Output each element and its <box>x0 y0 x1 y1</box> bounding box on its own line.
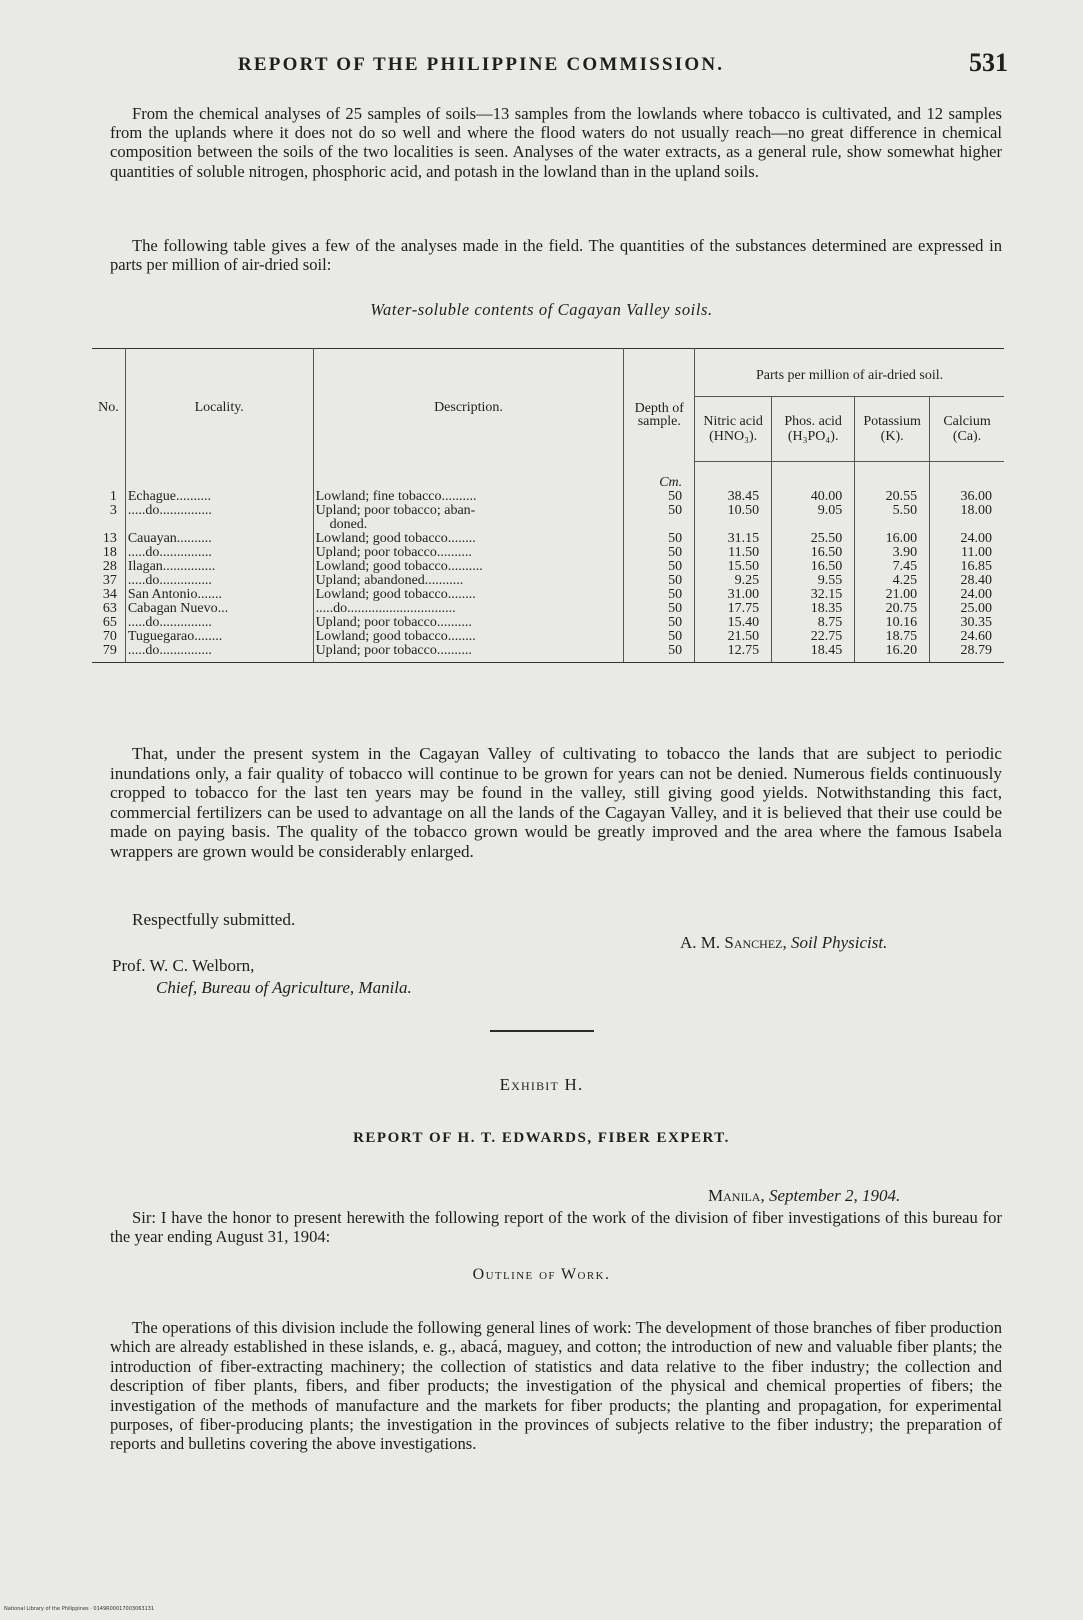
row-depth: 50 <box>624 630 695 644</box>
row-potassium: 20.55 <box>855 490 930 504</box>
intro-paragraph-2-text: The following table gives a few of the analyses made in the field. The quantities of the substances determined are expressed in parts per million of air-dried soil: <box>110 236 1002 275</box>
row-number: 63 <box>102 600 117 616</box>
body-paragraph <box>110 1318 1002 1454</box>
intro-paragraph-2 <box>110 236 1002 274</box>
row-number: 34 <box>102 586 117 602</box>
row-calcium: 16.85 <box>930 560 1004 574</box>
closing-text: Respectfully submitted. <box>132 910 296 929</box>
table-row <box>92 630 1004 644</box>
table-row <box>92 644 1004 663</box>
salutation-paragraph <box>110 1208 1002 1246</box>
row-nitric-acid: 38.45 <box>695 490 772 504</box>
row-depth: 50 <box>624 602 695 616</box>
header-no: No. <box>98 400 119 416</box>
row-depth: 50 <box>624 574 695 588</box>
row-calcium: 24.00 <box>930 588 1004 602</box>
row-phosphoric-acid: 25.50 <box>772 532 855 546</box>
header-depth: Depth of sample. <box>624 349 695 462</box>
closing-line <box>110 910 1002 929</box>
row-locality: .....do............... <box>125 504 313 518</box>
row-nitric-acid: 15.50 <box>695 560 772 574</box>
row-phosphoric-acid: 16.50 <box>772 546 855 560</box>
table-row-continuation <box>92 518 1004 532</box>
row-description: Lowland; good tobacco........ <box>313 588 624 602</box>
signer-name: A. M. Sanchez, <box>680 933 787 952</box>
table-body <box>92 462 1004 663</box>
row-number: 37 <box>102 572 117 588</box>
row-potassium: 21.00 <box>855 588 930 602</box>
row-locality: Ilagan............... <box>125 560 313 574</box>
row-phosphoric-acid: 40.00 <box>772 490 855 504</box>
row-calcium: 24.60 <box>930 630 1004 644</box>
table-row <box>92 574 1004 588</box>
row-depth: 50 <box>624 616 695 630</box>
row-calcium: 30.35 <box>930 616 1004 630</box>
row-description: .....do............................... <box>313 602 624 616</box>
row-description: Lowland; good tobacco........ <box>313 532 624 546</box>
table-row <box>92 546 1004 560</box>
page-header <box>110 48 1008 82</box>
row-nitric-acid: 15.40 <box>695 616 772 630</box>
row-calcium: 24.00 <box>930 532 1004 546</box>
header-locality: Locality. <box>125 349 313 462</box>
row-depth: 50 <box>624 588 695 602</box>
row-number: 18 <box>102 544 117 560</box>
table-row <box>92 588 1004 602</box>
table-row <box>92 560 1004 574</box>
addressee-title: Chief, Bureau of Agriculture, Manila. <box>156 978 412 997</box>
row-nitric-acid: 21.50 <box>695 630 772 644</box>
row-phosphoric-acid: 16.50 <box>772 560 855 574</box>
header-parts-per-million: Parts per million of air-dried soil. <box>695 349 1004 397</box>
header-nitric-acid: Nitric acid (HNO₃). <box>695 397 772 462</box>
intro-paragraph-1-text: From the chemical analyses of 25 samples of soils—13 samples from the lowlands where tobacco is cultivated, and 12 samples from the uplands where it does not do so well and where the flood waters do not usually reach—no great difference in chemical composition between the soils of the two localities is seen. Analyses of the water extracts, as a general rule, show somewhat higher quantities of soluble nitrogen, phosphoric acid, and potash in the lowland than in the upland soils. <box>110 104 1002 181</box>
conclusion-paragraph-text: That, under the present system in the Cagayan Valley of cultivating to tobacco the lands that are subject to periodic inundations only, a fair quality of tobacco will continue to be grown for years can not be denied. Numerous fields continuously cropped to tobacco for the last ten years may be found in the valley, still giving good yields. Notwithstanding this fact, commercial fertilizers can be used to advantage on all the lands of the Cagayan Valley, and it is believed that their use could be made on paying basis. The quality of the tobacco grown would be greatly improved and the area where the famous Isabela wrappers are grown would be considerably enlarged. <box>110 744 1002 861</box>
row-description: Lowland; fine tobacco.......... <box>313 490 624 504</box>
section-heading: Outline of Work. <box>472 1266 611 1283</box>
intro-paragraph-1 <box>110 104 1002 181</box>
row-locality: .....do............... <box>125 574 313 588</box>
conclusion-paragraph <box>110 744 1002 862</box>
row-calcium: 28.79 <box>930 644 1004 663</box>
row-phosphoric-acid: 9.05 <box>772 504 855 518</box>
salutation-paragraph-text: Sir: I have the honor to present herewith the following report of the work of the division of fiber investigations of this bureau for the year ending August 31, 1904: <box>110 1208 1002 1247</box>
row-locality: .....do............... <box>125 546 313 560</box>
table-row <box>92 616 1004 630</box>
row-description-continuation: doned. <box>313 518 624 532</box>
row-nitric-acid: 10.50 <box>695 504 772 518</box>
row-phosphoric-acid: 8.75 <box>772 616 855 630</box>
row-number: 65 <box>102 614 117 630</box>
body-paragraph-text: The operations of this division include the following general lines of work: The development of those branches of fiber production which are already established in these islands, e. g., abacá, maguey, and cotton; the introduction of new and valuable fiber plants; the introduction of fiber-extracting machinery; the collection of statistics and data relative to the fiber industry; the collection and description of fiber plants, fibers, and fiber products; the investigation of the physical and chemical properties of fibers; the investigation of the methods of manufacture and the markets for fiber products; the planting and propagation, for experimental purposes, of fiber-producing plants; the investigation in the provinces of subjects relative to the fiber industry; the preparation of reports and bulletins covering the above investigations. <box>110 1318 1002 1454</box>
row-locality: .....do............... <box>125 616 313 630</box>
header-description: Description. <box>313 349 624 462</box>
unit-label: Cm. <box>624 462 695 490</box>
row-depth: 50 <box>624 560 695 574</box>
header-calcium: Calcium (Ca). <box>930 397 1004 462</box>
dateline-place: Manila, <box>708 1186 765 1205</box>
row-phosphoric-acid: 9.55 <box>772 574 855 588</box>
row-potassium: 7.45 <box>855 560 930 574</box>
row-number: 3 <box>109 502 117 518</box>
row-potassium: 18.75 <box>855 630 930 644</box>
soil-analysis-table <box>92 348 1004 663</box>
row-potassium: 10.16 <box>855 616 930 630</box>
row-potassium: 4.25 <box>855 574 930 588</box>
report-title: REPORT OF H. T. EDWARDS, FIBER EXPERT. <box>353 1130 730 1146</box>
row-phosphoric-acid: 18.45 <box>772 644 855 663</box>
exhibit-label: Exhibit H. <box>499 1075 584 1094</box>
row-phosphoric-acid: 22.75 <box>772 630 855 644</box>
row-phosphoric-acid: 32.15 <box>772 588 855 602</box>
row-description: Upland; poor tobacco.......... <box>313 546 624 560</box>
table-row <box>92 490 1004 504</box>
row-nitric-acid: 17.75 <box>695 602 772 616</box>
row-depth: 50 <box>624 504 695 518</box>
row-locality: Cauayan.......... <box>125 532 313 546</box>
row-number: 13 <box>102 530 117 546</box>
row-description: Upland; abandoned........... <box>313 574 624 588</box>
scan-footer: National Library of the Philippines · 0149R00017003063131 <box>4 1606 155 1612</box>
row-calcium: 36.00 <box>930 490 1004 504</box>
row-potassium: 16.20 <box>855 644 930 663</box>
table-row <box>92 532 1004 546</box>
row-depth: 50 <box>624 546 695 560</box>
table-caption: Water-soluble contents of Cagayan Valley soils. <box>370 300 713 319</box>
row-number: 28 <box>102 558 117 574</box>
dateline <box>708 1186 900 1206</box>
row-calcium: 25.00 <box>930 602 1004 616</box>
table-row <box>92 504 1004 518</box>
row-nitric-acid: 9.25 <box>695 574 772 588</box>
row-locality: Echague.......... <box>125 490 313 504</box>
page-number: 531 <box>969 48 1008 77</box>
header-phosphoric-acid: Phos. acid (H₃PO₄). <box>772 397 855 462</box>
row-locality: Tuguegarao........ <box>125 630 313 644</box>
row-locality: .....do............... <box>125 644 313 663</box>
row-potassium: 3.90 <box>855 546 930 560</box>
row-description: Lowland; good tobacco.......... <box>313 560 624 574</box>
row-calcium: 11.00 <box>930 546 1004 560</box>
signature-block <box>680 933 887 953</box>
row-description: Upland; poor tobacco; aban- <box>313 504 624 518</box>
row-potassium: 20.75 <box>855 602 930 616</box>
row-number: 1 <box>109 488 117 504</box>
row-number: 70 <box>102 628 117 644</box>
dateline-date: September 2, 1904. <box>768 1186 901 1205</box>
signer-title: Soil Physicist. <box>791 933 888 952</box>
addressee-name: Prof. W. C. Welborn, <box>112 956 255 975</box>
row-potassium: 16.00 <box>855 532 930 546</box>
row-locality: San Antonio....... <box>125 588 313 602</box>
row-depth: 50 <box>624 644 695 663</box>
table-row <box>92 602 1004 616</box>
header-potassium: Potassium (K). <box>855 397 930 462</box>
row-description: Lowland; good tobacco........ <box>313 630 624 644</box>
row-calcium: 28.40 <box>930 574 1004 588</box>
row-nitric-acid: 31.15 <box>695 532 772 546</box>
running-title: REPORT OF THE PHILIPPINE COMMISSION. <box>238 54 725 75</box>
row-depth: 50 <box>624 490 695 504</box>
row-nitric-acid: 31.00 <box>695 588 772 602</box>
row-nitric-acid: 12.75 <box>695 644 772 663</box>
row-locality: Cabagan Nuevo... <box>125 602 313 616</box>
row-description: Upland; poor tobacco.......... <box>313 644 624 663</box>
row-description: Upland; poor tobacco.......... <box>313 616 624 630</box>
row-potassium: 5.50 <box>855 504 930 518</box>
row-number: 79 <box>92 644 125 663</box>
row-calcium: 18.00 <box>930 504 1004 518</box>
row-nitric-acid: 11.50 <box>695 546 772 560</box>
row-phosphoric-acid: 18.35 <box>772 602 855 616</box>
row-depth: 50 <box>624 532 695 546</box>
unit-row <box>92 462 1004 490</box>
section-divider <box>490 1030 594 1032</box>
